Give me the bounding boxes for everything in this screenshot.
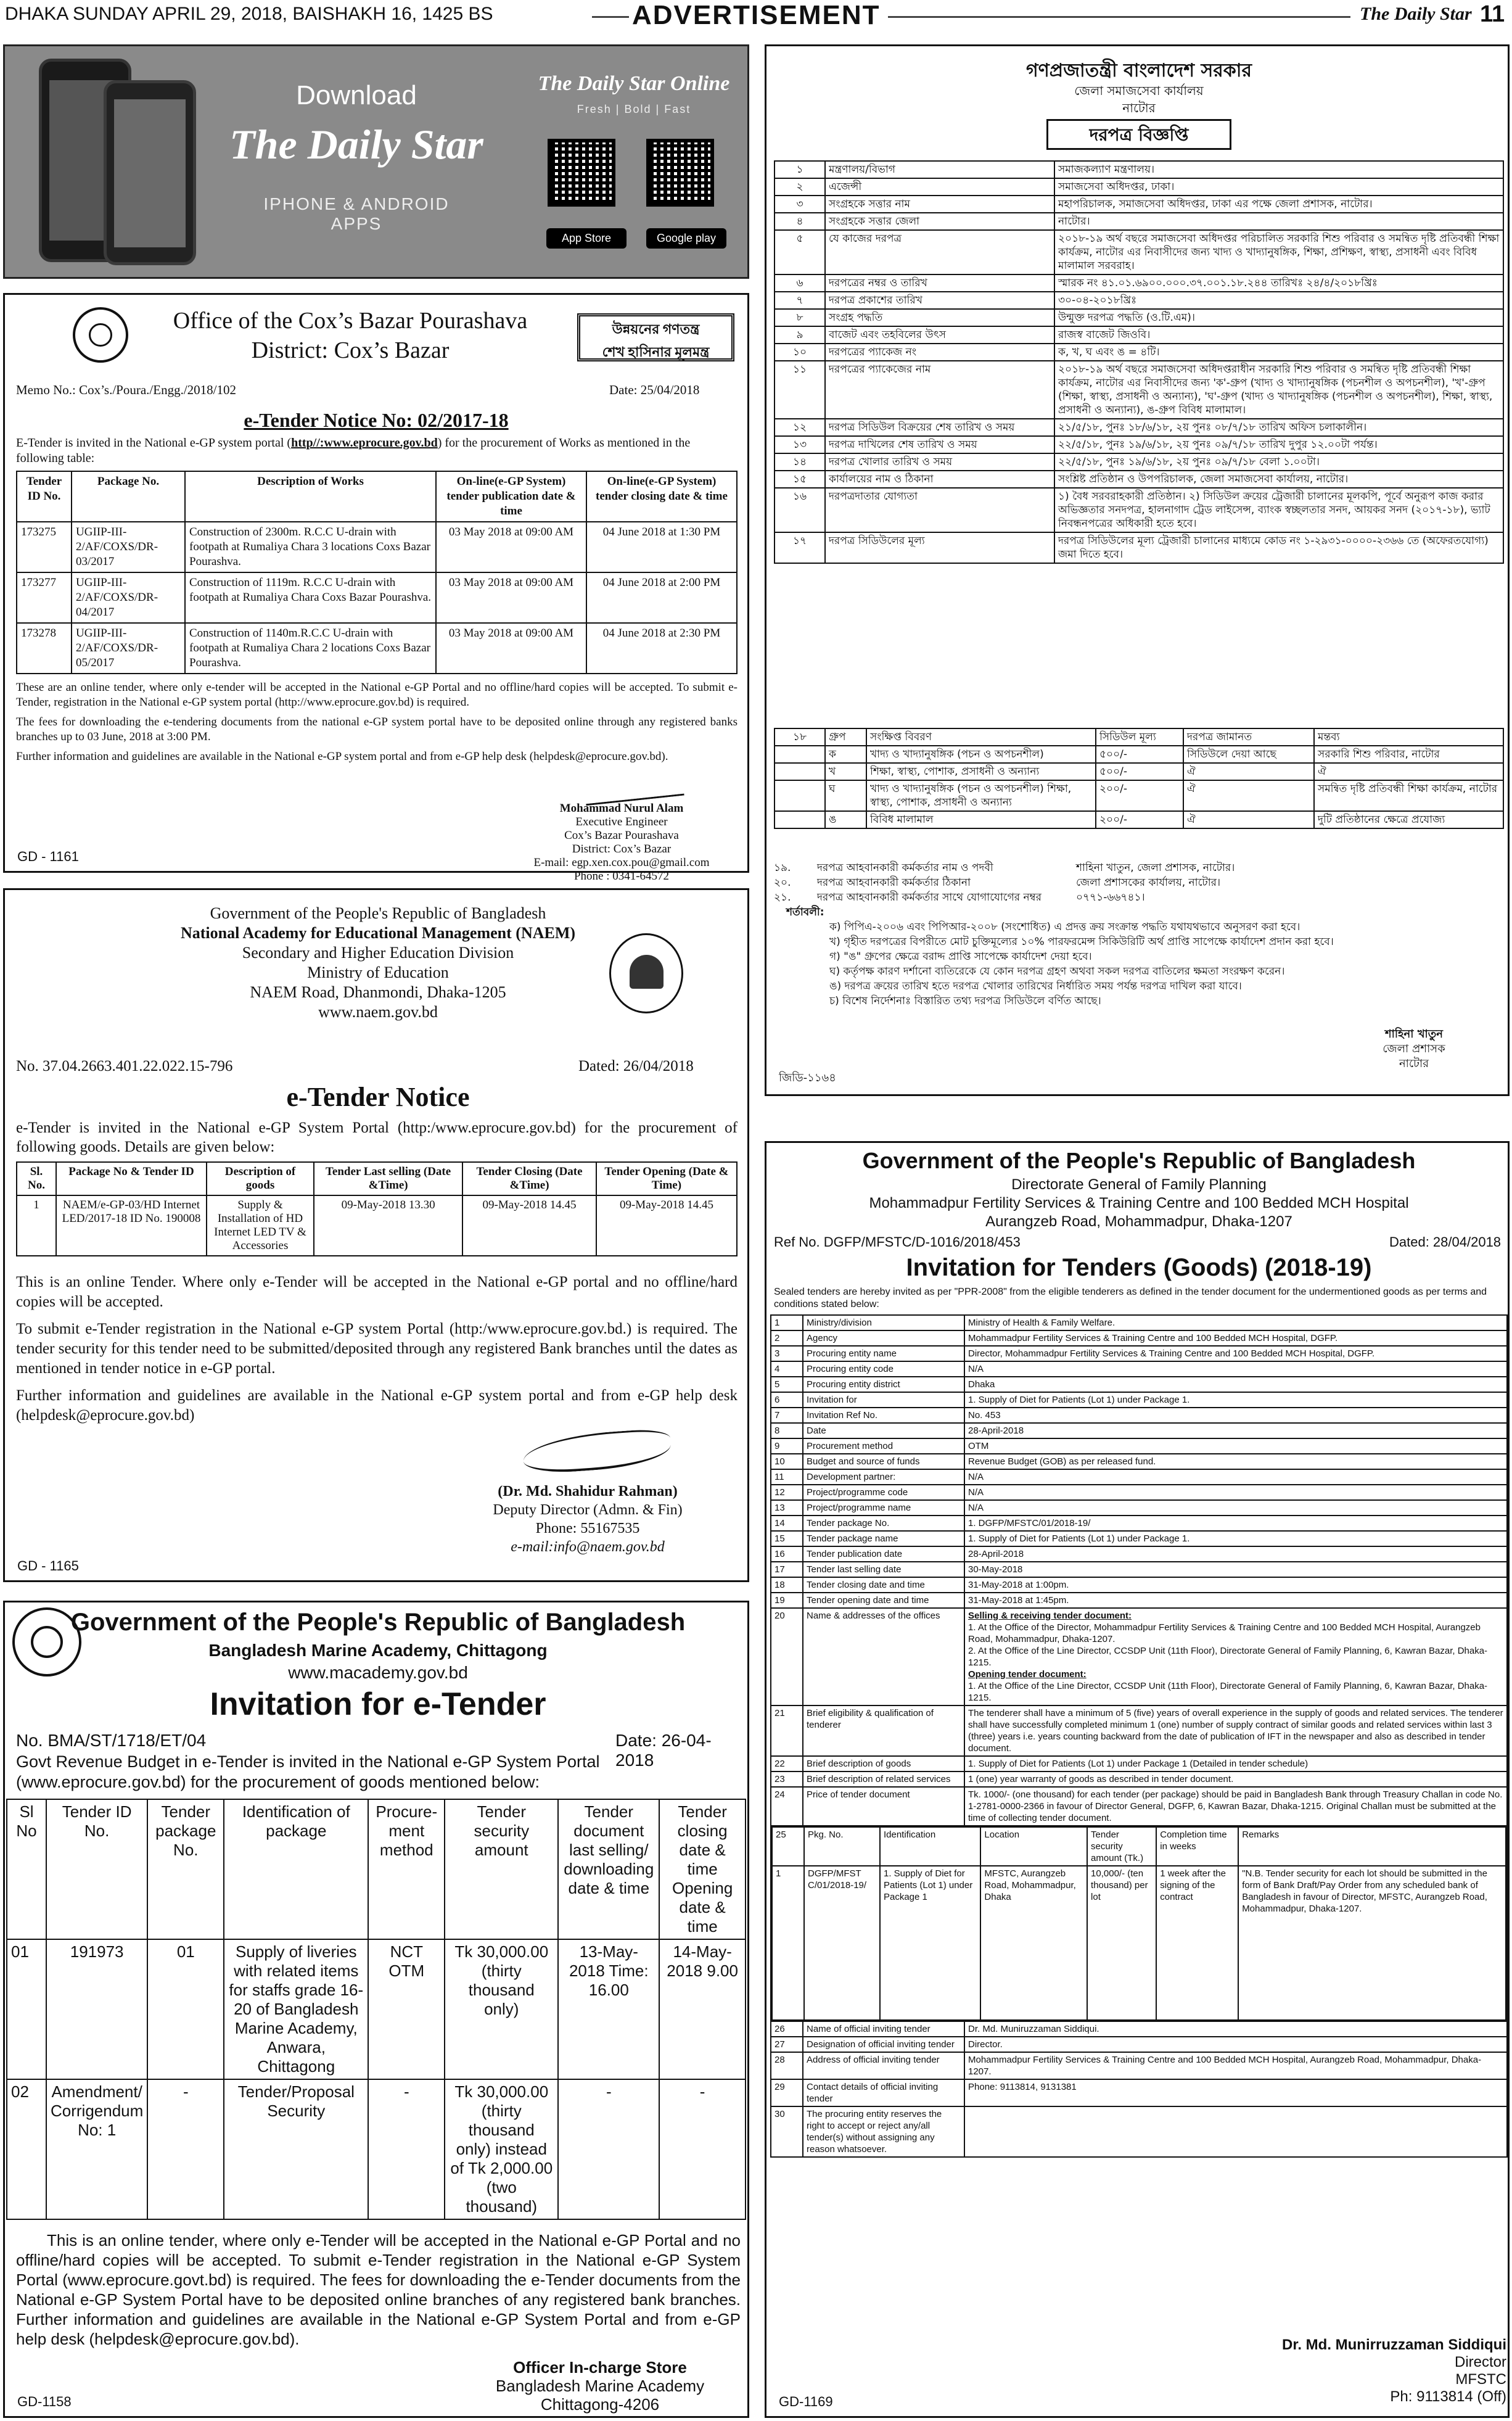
coxs-th-desc: Description of Works — [185, 471, 436, 522]
bma-notice — [3, 1601, 749, 2418]
table-row: 20 Name & addresses of the offices Selling & receiving tender document: 1. At the Office of the Director, Mohammadpur Fertility Services & Training Centre and 100 Bedded MCH Hospital, Aurangzeb Road, Mohammadpur, Dhaka-1207. 2. At the Office of the Line Director, CCSDP Unit (11th Floor), Directorate General of Family Planning, 6, Kawran Bazar, Dhaka-1215. Opening tender document: 1. At the Office of the Line Director, CCSDP Unit (11th Floor), Directorate General of Family Planning, 6, Kawran Bazar, Dhaka-1215. — [771, 1608, 1507, 1705]
app-promo-banner[interactable] — [3, 44, 749, 279]
online-text: The Daily Star Online — [538, 72, 730, 95]
table-row: ৫ যে কাজের দরপত্র ২০১৮-১৯ অর্থ বছরে সমাজসেবা অধিদপ্তর পরিচালিত সরকারি শিশু পরিবার ও সমন্বিত দৃষ্টি প্রতিবন্ধী শিক্ষা কার্যক্রম, নাটোর এর নিবাসীদের জন্য খাদ্য ও খাদ্যানুষঙ্গিক, শিক্ষা, প্রশিক্ষণ, স্বাস্থ্য, প্রসাধনী এবং বিবিধ মালামাল সরবরাহ। — [774, 230, 1503, 274]
naem-signature-image — [522, 1428, 672, 1475]
table-row: ঘ খাদ্য ও খাদ্যানুষঙ্গিক (পচন ও অপচনশীল) শিক্ষা, স্বাস্থ্য, পোশাক, প্রসাধনী ও অন্যান্য ২০০/- ঐ সমন্বিত দৃষ্টি প্রতিবন্ধী শিক্ষা কার্যক্রম, নাটোর — [774, 780, 1503, 811]
phone-image-2 — [104, 80, 196, 265]
masthead: The Daily Star — [1360, 4, 1472, 24]
table-row: 9 Procurement method OTM — [771, 1438, 1507, 1454]
bma-date: Date: 26-04-2018 — [615, 1731, 712, 1770]
coxs-sig-email: E-mail: egp.xen.cox.pou@gmail.com — [533, 856, 710, 869]
table-row: 18 Tender closing date and time 31-May-2018 at 1:00pm. — [771, 1577, 1507, 1593]
dgfp-sig-title: Director — [1454, 2354, 1506, 2370]
dgfp-gd: GD-1169 — [779, 2394, 833, 2409]
table-row: 27 Designation of official inviting tender Director. — [771, 2037, 1507, 2052]
page-number: 11 — [1480, 1, 1505, 27]
naem-sig-name: (Dr. Md. Shahidur Rahman) — [498, 1483, 678, 1499]
coxs-para-2: The fees for downloading the e-tendering documents from the national e-GP system portal have to be deposited online through any registered banks branches up to 03 June, 2018 at 3:00 PM. — [16, 716, 738, 743]
coxs-body — [16, 680, 738, 764]
table-row: ৩ সংগ্রহকে সত্তার নাম মহাপরিচালক, সমাজসেবা অধিদপ্তর, ঢাকা এর পক্ষে জেলা প্রশাসক, নাটোর। — [774, 196, 1503, 213]
brand-logo: The Daily Star — [229, 121, 483, 168]
table-row: ১৬ দরপত্রদাতার যোগ্যতা ১) বৈধ সরবরাহকারী প্রতিষ্ঠান। ২) সিডিউল ক্রয়ের ট্রেজারী চালানের মূলকপি, পূর্বে অনুরূপ কাজ করার অভিজ্ঞতার সনদপত্র, হালনাগাদ ট্রেড লাইসেন্স, ব্যাংক স্বচ্ছলতার সনদ, আয়কর সনদ (২০১৭-১৮), ভ্যাট নিবন্ধনপত্রের অধিকারী হতে হবে। — [774, 488, 1503, 532]
natore-sig-place: নাটোর — [1399, 1057, 1429, 1070]
table-row: 23 Brief description of related services 1 (one) year warranty of goods as described in tender document. — [771, 1771, 1507, 1787]
natore-office: জেলা সমাজসেবা কার্যালয় — [1074, 83, 1204, 98]
list-item: ২১. দরপত্র আহবানকারী কর্মকর্তার সাথে যোগাযোগের নম্বর ০৭৭১-৬৬৭৪১। — [774, 891, 1145, 904]
coxs-th-pub: On-line(e-GP System) tender publication date & time — [436, 471, 586, 522]
dgfp-sig-phone: Ph: 9113814 (Off) — [1390, 2388, 1506, 2405]
naem-date: Dated: 26/04/2018 — [578, 1058, 694, 1074]
dgfp-intro: Sealed tenders are hereby invited as per "PPR-2008" from the eligible tenderers as defined in the tender document for the undermentioned goods as per terms and conditions stated below: — [774, 1287, 1487, 1309]
coxs-sig-district: District: Cox’s Bazar — [572, 843, 672, 856]
dgfp-ref: Ref No. DGFP/MFSTC/D-1016/2018/453 — [774, 1234, 1021, 1250]
dgfp-sig-name: Dr. Md. Munirruzzaman Siddiqui — [1281, 2336, 1506, 2353]
coxs-district: District: Cox’s Bazar — [251, 337, 450, 363]
coxs-memo: Memo No.: Cox’s./Poura./Engg./2018/102 — [16, 382, 236, 397]
dgfp-sig-org: MFSTC — [1455, 2371, 1506, 2388]
natore-groups-header: ১৮ গ্রুপ সংক্ষিপ্ত বিবরণ সিডিউল মূল্য দরপত্র জামানত মন্তব্য — [774, 728, 1503, 746]
dgfp-address: Aurangzeb Road, Mohammadpur, Dhaka-1207 — [985, 1213, 1292, 1230]
coxs-intro: E-Tender is invited in the National e-GP system portal (http//:www.eprocure.gov.bd) for the procurement of Works as mentioned in the following table: — [16, 436, 691, 465]
naem-body — [16, 1272, 738, 1433]
naem-sig-email: e-mail:info@naem.gov.bd — [511, 1539, 665, 1555]
table-row: ১০ দরপত্রের প্যাকেজ নং ক, খ, ঘ এবং ঙ = ৪টি। — [774, 344, 1503, 361]
header-rule-left — [592, 16, 629, 18]
naem-logo — [609, 933, 683, 1013]
coxs-emblem — [73, 307, 128, 363]
table-row: খ শিক্ষা, স্বাস্থ্য, পোশাক, প্রসাধনী ও অন্যান্য ৫০০/- ঐ ঐ — [774, 763, 1503, 780]
naem-signature-block — [437, 1482, 739, 1556]
coxs-date: Date: 25/04/2018 — [609, 382, 700, 397]
bma-gov: Government of the People's Republic of Bangladesh — [70, 1609, 686, 1636]
table-row: 173278 UGIIP-III-2/AF/COXS/DR-05/2017 Construction of 1140m.R.C.C U-drain with footpath at Rumaliya Chara 2 locations Coxs Bazar Pourashva. 03 May 2018 at 09:00 AM 04 June 2018 at 2:30 PM — [17, 623, 737, 674]
coxs-sig-title: Executive Engineer — [575, 815, 668, 828]
table-row: ১১ দরপত্রের প্যাকেজের নাম ২০১৮-১৯ অর্থ বছরে সমাজসেবা অধিদপ্তরাধীন সরকারি শিশু পরিবার ও সমন্বিত দৃষ্টি প্রতিবন্ধী শিক্ষা কার্যক্রম, নাটোর এর নিবাসীদের জন্য 'ক'-গ্রুপ (খাদ্য ও খাদ্যানুষঙ্গিক (পচনশীল ও অপচনশীল), 'খ'-গ্রুপ (শিক্ষা, স্বাস্থ্য, প্রসাধনী ও অন্যান্য), 'ঘ'-গ্রুপ (খাদ্য ও খাদ্যানুষঙ্গিক (পচনশীল ও অপচনশীল), শিক্ষা, স্বাস্থ্য, প্রসাধনী ও অন্যান্য), ঙ-গ্রুপ বিবিধ মালামাল। — [774, 361, 1503, 419]
table-row: 4 Procuring entity code N/A — [771, 1361, 1507, 1377]
coxs-table — [16, 471, 738, 674]
table-row: 11 Development partner: N/A — [771, 1469, 1507, 1485]
tagline: Fresh | Bold | Fast — [577, 103, 691, 115]
naem-sig-title: Deputy Director (Admn. & Fin) — [493, 1502, 683, 1518]
table-row: 3 Procuring entity name Director, Mohammadpur Fertility Services & Training Centre and 100 Bedded MCH Hospital, DGFP. — [771, 1346, 1507, 1361]
bma-org: Bangladesh Marine Academy, Chittagong — [208, 1641, 548, 1660]
table-row: 21 Brief eligibility & qualification of tenderer The tenderer shall have a minimum of 5 (five) years of overall experience in the supply of goods and related services. The tenderer shall have successfully completed minimum 1 (one) number of supply contract of similar goods and related services within last 3 (three) years i.e. years counting backward from the date of publication of IFT in the newspaper and also as described in tender document. — [771, 1705, 1507, 1756]
naem-para-3: Further information and guidelines are available in the National e-GP system portal and from e-GP help desk (helpdesk@eprocure.gov.bd) — [16, 1387, 738, 1424]
naem-division: Secondary and Higher Education Division — [242, 944, 514, 962]
table-row: ১৩ দরপত্র দাখিলের শেষ তারিখ ও সময় ২২/৫/১৮, পুনঃ ১৯/৬/১৮, ২য় পুনঃ ০৯/৭/১৮ তারিখ দুপুর ১২.০০টা পর্যন্ত। — [774, 436, 1503, 453]
table-row: ৬ দরপত্রের নম্বর ও তারিখ স্মারক নং ৪১.০১.৬৯০০.০০০.৩৭.০০১.১৮.২৪৪ তারিখঃ ২৪/৪/২০১৮খ্রিঃ — [774, 274, 1503, 292]
coxs-gd: GD - 1161 — [17, 849, 79, 864]
table-row: 12 Project/programme code N/A — [771, 1485, 1507, 1500]
coxs-para-1: These are an online tender, where only e-tender will be accepted in the National e-GP Portal and no offline/hard copies will be accepted. To submit e-Tender, registration in the National e-GP system portal (http://www.eprocure.gov.bd) is required. — [16, 681, 738, 709]
table-row — [771, 1826, 1507, 2021]
coxs-th-package: Package No. — [72, 471, 185, 522]
list-item: গ) "ঙ" গ্রুপের ক্ষেত্রে বরাদ্দ প্রাপ্তি সাপেক্ষে কার্যাদেশ দেয়া হবে। — [829, 951, 1092, 963]
table-row: 14 Tender package No. 1. DGFP/MFSTC/01/2018-19/ — [771, 1516, 1507, 1531]
bma-table — [6, 1799, 746, 2220]
list-item: ক) পিপিএ-২০০৬ এবং পিপিআর-২০০৮ (সংশোধিত) এ প্রদত্ত ক্রয় সংক্রান্ত পদ্ধতি যথাযথভাবে অনুসরণ করা হবে। — [829, 921, 1300, 933]
naem-notice — [3, 888, 749, 1582]
list-item: খ) গৃহীত দরপত্রের বিপরীতে মোট চুক্তিমূল্যের ১০% পারফরমেন্স সিকিউরিটি অর্থ প্রাপ্তি সাপেক্ষে কার্যাদেশ প্রদান করা হবে। — [829, 936, 1334, 948]
list-item: ২০. দরপত্র আহবানকারী কর্মকর্তার ঠিকানা জেলা প্রশাসকের কার্যালয়, নাটোর। — [774, 876, 1221, 889]
table-row: 1 NAEM/e-GP-03/HD Internet LED/2017-18 ID No. 190008 Supply & Installation of HD Internet LED TV & Accessories 09-May-2018 13.30 09-May-2018 14.45 09-May-2018 14.45 — [17, 1195, 737, 1256]
coxs-title: e-Tender Notice No: 02/2017-18 — [244, 409, 509, 431]
coxs-sig-name: Mohammad Nurul Alam — [559, 802, 684, 815]
table-row: 1 DGFP/MFST C/01/2018-19/ 1. Supply of Diet for Patients (Lot 1) under Package 1 MFSTC, Aurangzeb Road, Mohammadpur, Dhaka 10,000/- (ten thousand) per lot 1 week after the signing of the contract "N.B. Tender security for each lot should be submitted in the form of Bank Draft/Pay Order from any scheduled bank of Bangladesh in favour of Director, MFSTC, Aurangzeb Road, Mohammadpur, Dhaka-1207. — [772, 1866, 1506, 2020]
natore-table — [774, 160, 1504, 564]
app-store-button[interactable]: App Store — [546, 228, 627, 249]
naem-address: NAEM Road, Dhanmondi, Dhaka-1205 — [250, 983, 506, 1001]
table-row: 24 Price of tender document Tk. 1000/- (one thousand) for each tender (per package) should be paid in Bangladesh Bank through Treasury Challan in code No. 1-2781-0000-2366 in favour of Director General, DGFP, 6, Kawran Bazar, Dhaka-1215. Original Challan must be submitted at the time of collecting tender document. — [771, 1787, 1507, 1826]
dgfp-notice — [765, 1141, 1510, 2418]
table-row: ১৪ দরপত্র খোলার তারিখ ও সময় ২২/৫/১৮, পুনঃ ১৯/৬/১৮, ২য় পুনঃ ০৯/৭/১৮ বেলা ১.০০টা। — [774, 453, 1503, 471]
coxs-para-3: Further information and guidelines are available in the National e-GP system portal and from e-GP help desk (helpdesk@eprocure.gov.bd). — [16, 750, 668, 763]
bma-signature-block — [461, 2358, 739, 2414]
table-row: 6 Invitation for 1. Supply of Diet for Patients (Lot 1) under Package 1. — [771, 1392, 1507, 1408]
table-row: 5 Procuring entity district Dhaka — [771, 1377, 1507, 1392]
table-row: 25 Pkg. No. Identification Location Tender security amount (Tk.) Completion time in weeks Remarks — [772, 1827, 1506, 1866]
coxs-table-header — [17, 471, 737, 522]
table-row: 173277 UGIIP-III-2/AF/COXS/DR-04/2017 Construction of 1119m. R.C.C U-drain with footpath at Rumaliya Chara Coxs Bazar Pourashva. 03 May 2018 at 09:00 AM 04 June 2018 at 2:00 PM — [17, 572, 737, 623]
table-row: ৮ সংগ্রহ পদ্ধতি উন্মুক্ত দরপত্র পদ্ধতি (ও.টি.এম)। — [774, 309, 1503, 326]
table-row: ঙ বিবিধ মালামাল ২০০/- ঐ দুটি প্রতিষ্ঠানের ক্ষেত্রে প্রযোজ্য — [774, 811, 1503, 828]
naem-org: National Academy for Educational Management (NAEM) — [180, 924, 576, 942]
table-row: 22 Brief description of goods 1. Supply of Diet for Patients (Lot 1) under Package 1 (Detailed in tender schedule) — [771, 1756, 1507, 1771]
table-row: 29 Contact details of official inviting tender Phone: 9113814, 9131381 — [771, 2079, 1507, 2106]
table-row: 15 Tender package name 1. Supply of Diet for Patients (Lot 1) under Package 1. — [771, 1531, 1507, 1546]
table-row: ৯ বাজেট এবং তহবিলের উৎস রাজস্ব বাজেট জিওবি। — [774, 326, 1503, 344]
header-rule-right — [888, 16, 1350, 18]
bma-sig-title: Officer In-charge Store — [513, 2358, 687, 2377]
table-row: ৭ দরপত্র প্রকাশের তারিখ ৩০-০৪-২০১৮খ্রিঃ — [774, 292, 1503, 309]
natore-notice — [765, 44, 1510, 1096]
natore-place: নাটোর — [1122, 101, 1156, 115]
natore-gd: জিডি-১১৬৪ — [779, 1071, 836, 1084]
coxs-th-close: On-line(e-GP System) tender closing date & time — [586, 471, 737, 522]
list-item: চ) বিশেষ নির্দেশনাঃ বিস্তারিত তথ্য দরপত্র সিডিউলে বর্ণিত আছে। — [829, 995, 1101, 1007]
bma-ref: No. BMA/ST/1718/ET/04 — [16, 1731, 207, 1750]
stamp-line-2: শেখ হাসিনার মূলমন্ত্র — [602, 344, 710, 360]
table-row: 1 Ministry/division Ministry of Health & Family Welfare. — [771, 1315, 1507, 1330]
table-row: 10 Budget and source of funds Revenue Budget (GOB) as per released fund. — [771, 1454, 1507, 1469]
table-row: 01 191973 01 Supply of liveries with related items for staffs grade 16-20 of Bangladesh Marine Academy, Anwara, Chittagong NCT OTM Tk 30,000.00 (thirty thousand only) 13-May-2018 Time: 16.00 14-May-2018 9.00 — [7, 1939, 746, 2079]
coxs-sig-office: Cox’s Bazar Pourashava — [564, 829, 679, 842]
table-row: 30 The procuring entity reserves the right to accept or reject any/all tender(s) without assigning any reason whatsoever. — [771, 2106, 1507, 2157]
dgfp-centre: Mohammadpur Fertility Services & Training Centre and 100 Bedded MCH Hospital — [869, 1195, 1409, 1211]
list-item: ১৯. দরপত্র আহবানকারী কর্মকর্তার নাম ও পদবী শাহিনা খাতুন, জেলা প্রশাসক, নাটোর। — [774, 862, 1235, 874]
google-play-button[interactable]: Google play — [646, 228, 726, 249]
naem-para-2: To submit e-Tender registration in the National e-GP system Portal (http:/www.eprocure.gov.bd.) is required. The tender security for this tender need to be submitted/deposited through any registered Bank branches until the dates as mentioned in tender notice in e-GP portal. — [16, 1321, 738, 1377]
list-item: ঙ) দরপত্র ক্রয়ের তারিখ হতে দরপত্র খোলার তারিখের নির্ধারিত সময় পর্যন্ত দরপত্র দাখিল করা যাবে। — [829, 980, 1242, 992]
naem-sig-phone: Phone: 55167535 — [535, 1520, 640, 1536]
table-row: 19 Tender opening date and time 31-May-2018 at 1:45pm. — [771, 1593, 1507, 1608]
coxs-signature-image — [583, 771, 684, 806]
natore-groups — [774, 728, 1504, 829]
naem-intro: e-Tender is invited in the National e-GP System Portal (http:/www.eprocure.gov.bd) for the procurement of following goods. Details are given below: — [16, 1120, 738, 1155]
naem-website: www.naem.gov.bd — [318, 1003, 438, 1021]
table-row: 28 Address of official inviting tender Mohammadpur Fertility Services & Training Centre and 100 Bedded MCH Hospital, Aurangzeb Road, Mohammadpur, Dhaka-1207. — [771, 2052, 1507, 2079]
bma-gd: GD-1158 — [17, 2394, 72, 2409]
table-row: ৪ সংগ্রহকে সত্তার জেলা নাটোর। — [774, 213, 1503, 230]
page-header — [0, 0, 1512, 32]
table-row: ১২ দরপত্র সিডিউল বিক্রয়ের শেষ তারিখ ও সময় ২১/৫/১৮, পুনঃ ১৮/৬/১৮, ২য় পুনঃ ০৮/৭/১৮ তারিখ অফিস চলাকালীন। — [774, 419, 1503, 436]
naem-ref: No. 37.04.2663.401.22.022.15-796 — [16, 1058, 233, 1074]
natore-sig-title: জেলা প্রশাসক — [1383, 1042, 1445, 1055]
natore-sig-name: শাহিনা খাতুন — [1385, 1028, 1443, 1041]
dgfp-table — [770, 1314, 1508, 2158]
table-row: ক খাদ্য ও খাদ্যানুষঙ্গিক (পচন ও অপচনশীল) ৫০০/- সিডিউলে দেয়া আছে সরকারি শিশু পরিবার, নাটোর — [774, 746, 1503, 763]
dgfp-package-table — [771, 1826, 1506, 2021]
coxs-signature-block — [498, 802, 745, 883]
dgfp-signature-block — [1260, 2336, 1506, 2406]
table-row: ২ এজেন্সী সমাজসেবা অধিদপ্তর, ঢাকা। — [774, 178, 1503, 196]
natore-signature-block — [1334, 1027, 1494, 1071]
dgfp-date: Dated: 28/04/2018 — [1389, 1234, 1502, 1250]
bma-sig-org: Bangladesh Marine Academy — [495, 2377, 705, 2395]
coxs-intro-link[interactable]: http//:www.eprocure.gov.bd — [291, 436, 438, 450]
naem-title: e-Tender Notice — [286, 1082, 470, 1112]
natore-gov: গণপ্রজাতন্ত্রী বাংলাদেশ সরকার — [1026, 60, 1252, 81]
bma-table-header: Sl No Tender ID No. Tender package No. Identification of package Procure-ment method Tender security amount Tender document last selling/ downloading date & time Tender closing date & time Opening date & time — [7, 1799, 746, 1939]
table-row: 26 Name of official inviting tender Dr. Md. Muniruzzaman Siddiqui. — [771, 2021, 1507, 2037]
table-row: ১ মন্ত্রণালয়/বিভাগ সমাজকল্যাণ মন্ত্রণালয়। — [774, 161, 1503, 178]
naem-gov: Government of the People's Republic of Bangladesh — [210, 904, 546, 922]
table-row: ১৭ দরপত্র সিডিউলের মূল্য দরপত্র সিডিউলের মূল্য ট্রেজারী চালানের মাধ্যমে কোড নং ১-২৯৩১-০০০০-২৩৬৬ তে (অফেরতযোগ্য) জমা দিতে হবে। — [774, 532, 1503, 563]
table-row: 173275 UGIIP-III-2/AF/COXS/DR-03/2017 Construction of 2300m. R.C.C U-drain with footpath at Rumaliya Chara 3 locations Coxs Bazar Pourashva. 03 May 2018 at 09:00 AM 04 June 2018 at 1:30 PM — [17, 522, 737, 572]
qr-code-android[interactable] — [646, 139, 714, 207]
stamp-line-1: উন্নয়নের গণতন্ত্র — [612, 321, 700, 337]
table-row: 16 Tender publication date 28-April-2018 — [771, 1546, 1507, 1562]
dateline: DHAKA SUNDAY APRIL 29, 2018, BAISHAKH 16, 1425 BS — [5, 4, 493, 24]
dgfp-title: Invitation for Tenders (Goods) (2018-19) — [906, 1254, 1372, 1281]
bma-body: This is an online tender, where only e-Tender will be accepted in the National e-GP Portal and no offline/hard copies will be accepted. To submit e-Tender registration in the National e-GP System Portal (www.eprocure.govt.bd) is required. The fees for downloading the e-Tender documents from the National e-GP System Portal have to be deposited online branches of any registered bank branches. Further information and guidelines are available in the National e-GP System Portal and from e-GP help desk (helpdesk@eprocure.gov.bd). — [16, 2231, 741, 2348]
coxs-stamp — [577, 313, 734, 361]
table-row: 02 Amendment/ Corrigendum No: 1 - Tender/Proposal Security - Tk 30,000.00 (thirty thousand only) instead of Tk 2,000.00 (two thousand) - - — [7, 2079, 746, 2219]
list-item: ঘ) কর্তৃপক্ষ কারণ দর্শানো ব্যতিরেকে যে কোন দরপত্র গ্রহণ অথবা সকল দরপত্র বাতিলের ক্ষমতা সংরক্ষণ করেন। — [829, 965, 1285, 978]
naem-ministry: Ministry of Education — [307, 963, 449, 981]
dgfp-directorate: Directorate General of Family Planning — [1011, 1176, 1267, 1193]
natore-conditions-title: শর্তাবলী: — [786, 906, 824, 918]
bma-sig-place: Chittagong-4206 — [540, 2395, 660, 2414]
section-title: ADVERTISEMENT — [632, 0, 881, 30]
table-row: 7 Invitation Ref No. No. 453 — [771, 1408, 1507, 1423]
natore-title: দরপত্র বিজ্ঞপ্তি — [1046, 119, 1231, 150]
table-row: 17 Tender last selling date 30-May-2018 — [771, 1562, 1507, 1577]
coxs-office: Office of the Cox’s Bazar Pourashava — [173, 308, 528, 334]
platforms-text: IPHONE & ANDROID APPS — [263, 194, 450, 233]
bma-title: Invitation for e-Tender — [210, 1686, 546, 1722]
naem-para-1: This is an online Tender. Where only e-Tender will be accepted in the National e-GP portal and no offline/hard copies will be accepted. — [16, 1274, 738, 1310]
coxs-sig-phone: Phone : 0341-64572 — [573, 870, 670, 883]
table-row: ১৫ কার্যালয়ের নাম ও ঠিকানা সংশ্লিষ্ট প্রতিষ্ঠান ও উপপরিচালক, জেলা সমাজসেবা কার্যালয়, নাটোর। — [774, 471, 1503, 488]
natore-tail — [774, 860, 1504, 1008]
download-text: Download — [296, 80, 417, 110]
table-row: 2 Agency Mohammadpur Fertility Services & Training Centre and 100 Bedded MCH Hospital, DGFP. — [771, 1330, 1507, 1346]
table-row: 8 Date 28-April-2018 — [771, 1423, 1507, 1438]
qr-code-ios[interactable] — [548, 139, 615, 207]
coxs-bazar-notice — [3, 293, 749, 883]
table-row: 13 Project/programme name N/A — [771, 1500, 1507, 1516]
naem-gd: GD - 1165 — [17, 1558, 79, 1573]
naem-table-header: Sl. No. Package No & Tender ID Description of goods Tender Last selling (Date &Time) Tender Closing (Date &Time) Tender Opening (Date & Time) — [17, 1162, 737, 1195]
dgfp-gov: Government of the People's Republic of Bangladesh — [862, 1148, 1416, 1173]
naem-table — [16, 1161, 738, 1256]
bma-intro: Govt Revenue Budget in e-Tender is invited in the National e-GP System Portal (www.eprocure.gov.bd) for the procurement of goods mentioned below: — [16, 1752, 600, 1791]
bma-website: www.macademy.gov.bd — [288, 1663, 468, 1682]
coxs-th-id: Tender ID No. — [17, 471, 72, 522]
